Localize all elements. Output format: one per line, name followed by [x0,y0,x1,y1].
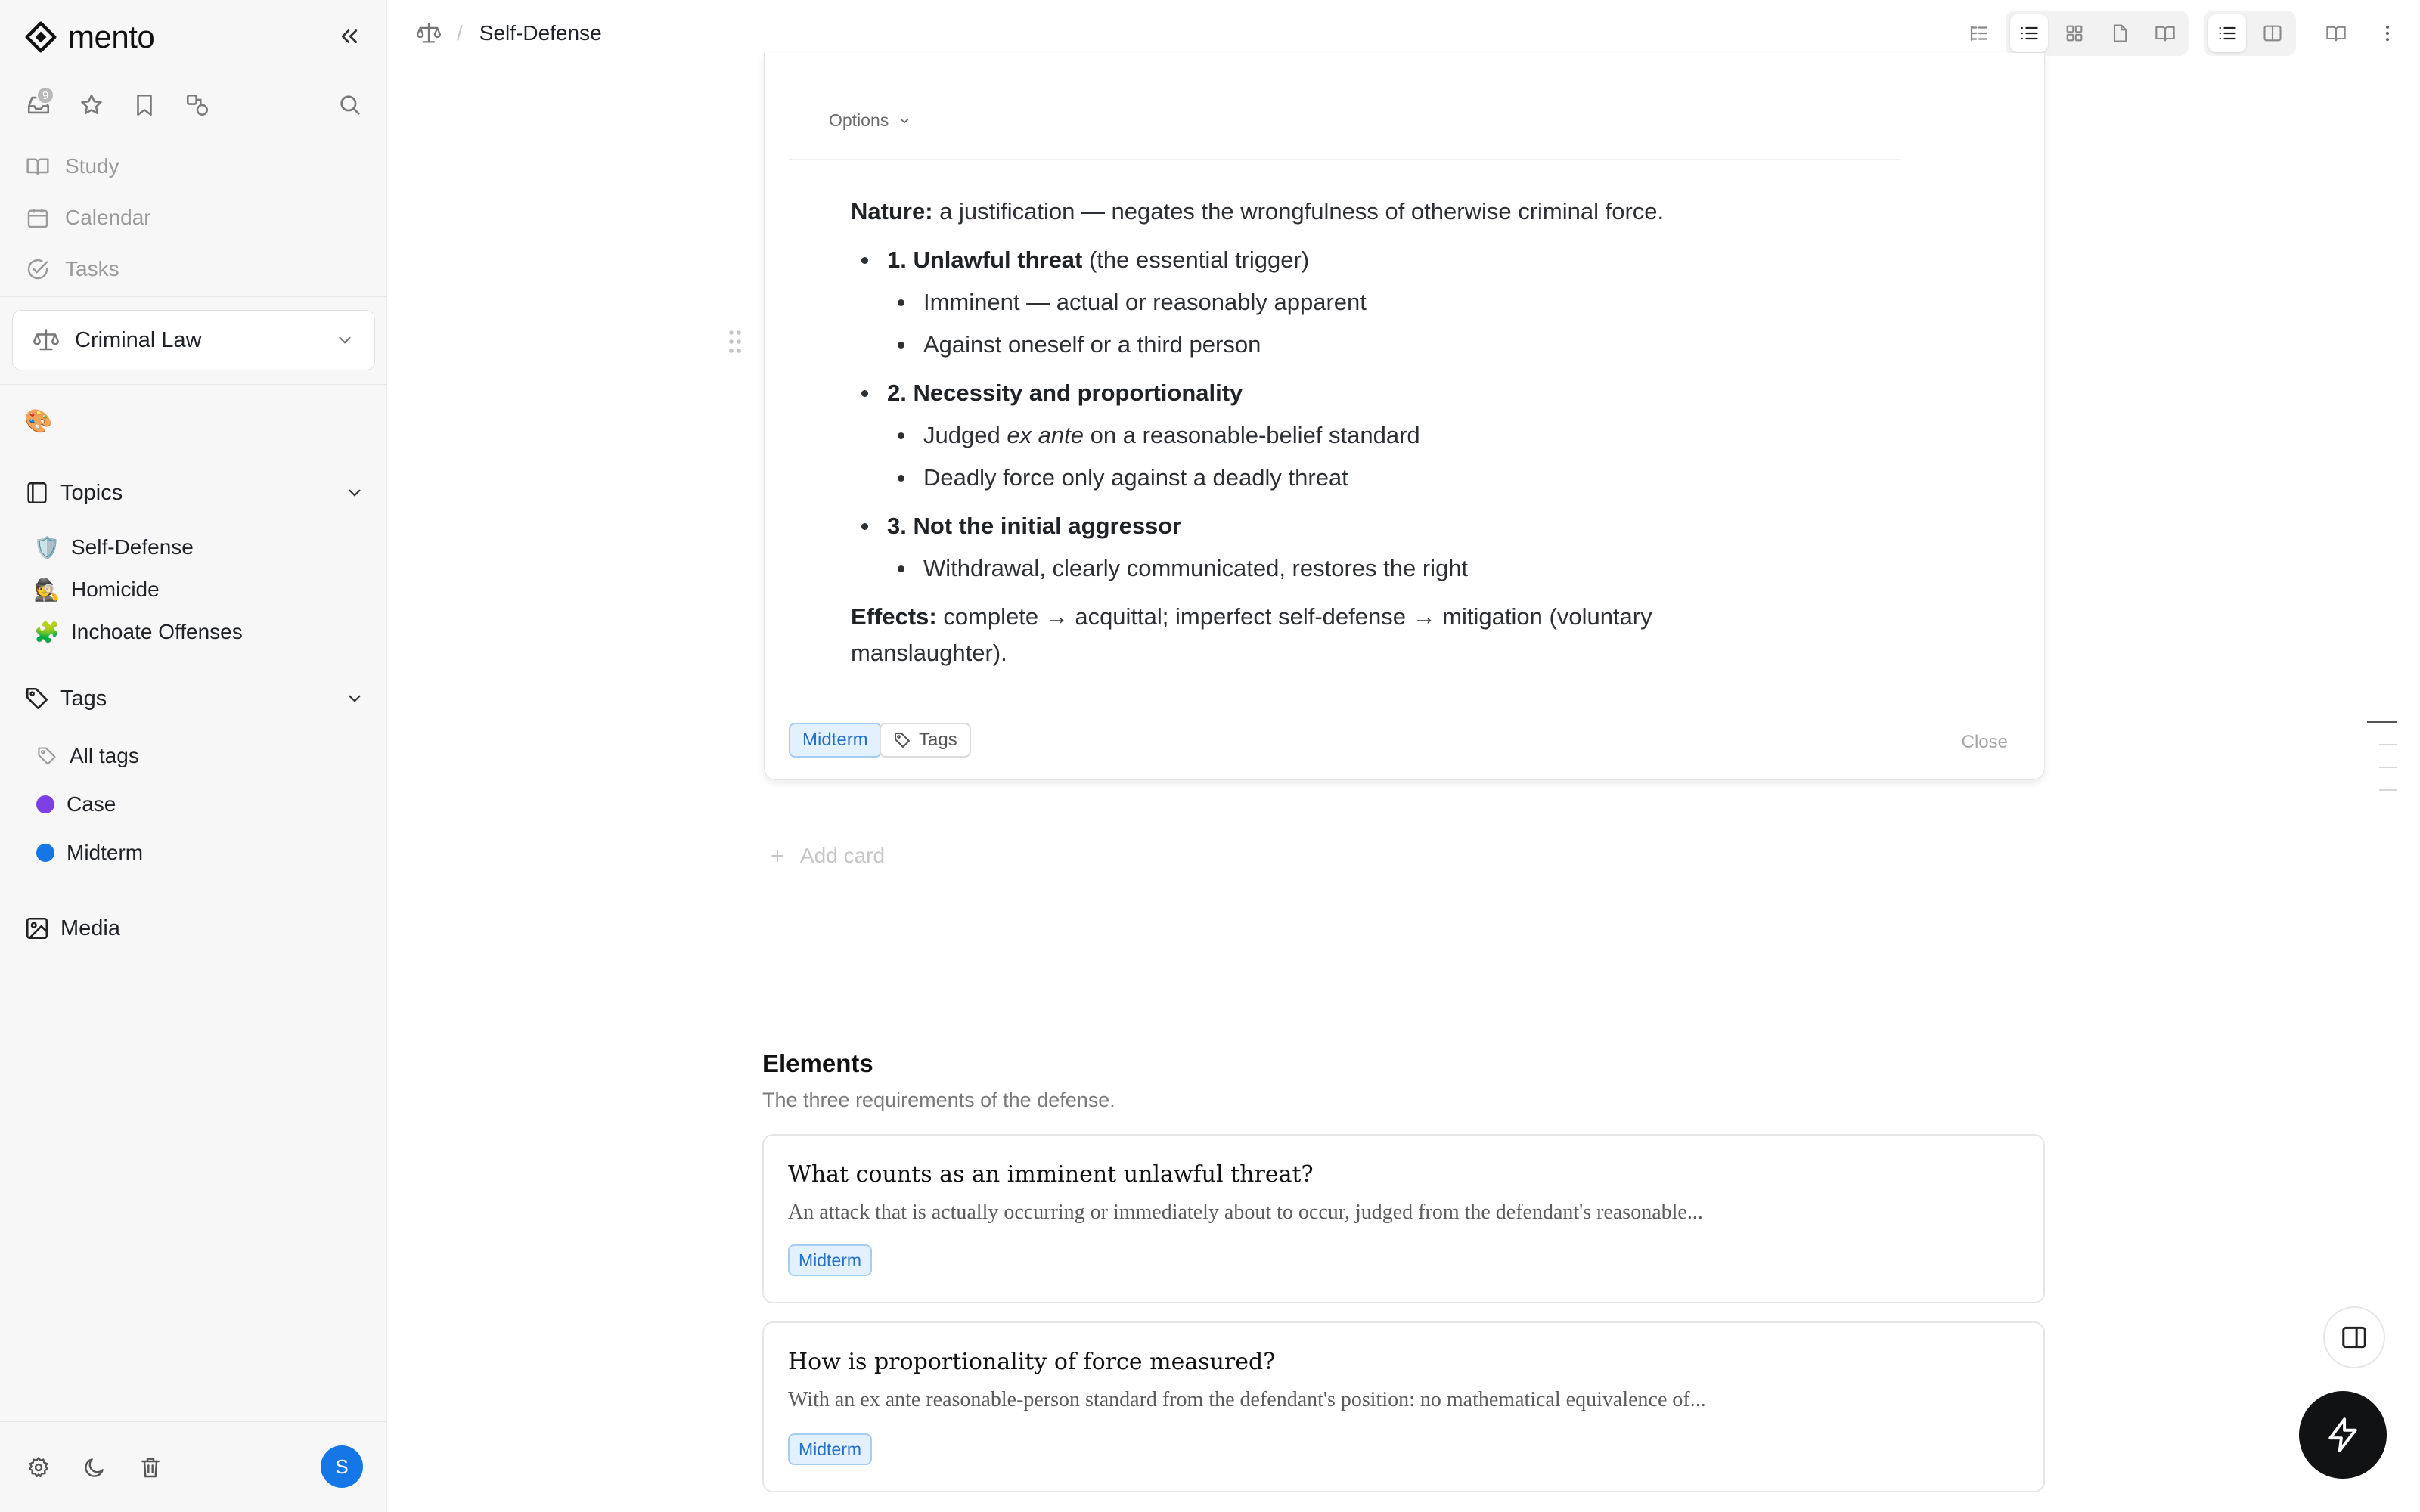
tag-color-dot [36,844,54,862]
sidebar-divider [0,296,387,297]
palette-emoji[interactable]: 🎨 [24,409,53,434]
options-dropdown[interactable] [829,110,911,131]
list-icon [2217,23,2238,44]
trash-icon [138,1455,163,1479]
search-button[interactable] [333,88,368,122]
trash-button[interactable] [133,1450,168,1485]
plus-icon [768,847,786,865]
nav-item-tasks[interactable] [24,243,372,295]
flashcard[interactable] [762,1134,2045,1303]
tag-item-midterm[interactable] [36,835,143,871]
sidebar-footer [21,1450,168,1485]
effects-text: complete → acquittal; imperfect self-defense → mitigation (voluntary manslaughter). [851,603,1652,666]
tags-header[interactable] [24,680,365,717]
calendar-icon [24,204,51,231]
effects-line [851,599,1758,671]
tag-item-case[interactable] [36,786,116,823]
quick-actions [21,88,215,122]
media-link[interactable] [24,910,365,947]
topic-item-homicide[interactable] [33,572,160,608]
chevron-down-icon [345,483,365,503]
sidebar [0,0,387,1512]
tag-color-dot [36,795,54,813]
tag-label: Case [67,792,116,816]
list-item [851,375,1758,411]
options-label: Options [829,110,889,130]
bookmarks-button[interactable] [127,88,162,122]
file-icon [2109,23,2130,44]
topic-label: Homicide [71,578,160,601]
section-title: Elements [762,1049,873,1077]
expanded-card [764,53,2045,780]
app-name: mento [68,19,155,54]
tags-title: Tags [60,686,107,711]
point-title: 2. Necessity and proportionality [887,380,1243,406]
nav-item-label: Calendar [65,206,151,229]
list-item [851,242,1758,278]
dark-mode-toggle[interactable] [77,1450,112,1485]
breadcrumb [416,17,602,50]
card-answer-content[interactable] [851,194,1758,671]
list-item: Deadly force only against a deadly threat [851,460,1758,496]
card-answer-preview: An attack that is actually occurring or immediately about to occur, judged from the defendant's reasonable... [788,1201,1703,1224]
card-answer-preview: With an ex ante reasonable-person standard from the defendant's position: no mathematical equivalence of... [788,1388,1706,1411]
nav-item-label: Tasks [65,257,119,280]
scales-icon[interactable] [416,20,442,46]
notebook-icon [24,480,50,506]
flashcard[interactable] [762,1321,2045,1492]
columns-icon [2262,23,2283,44]
outline-icon [1968,22,1990,45]
nav-item-label: Study [65,154,119,178]
list-item: Against oneself or a third person [851,327,1758,363]
more-vertical-icon [2377,23,2398,44]
toc-line [2379,744,2397,745]
topics-title: Topics [60,480,123,505]
bookmark-icon [132,92,157,118]
list-item [851,417,1758,454]
workspace-name: Criminal Law [75,327,202,352]
gear-icon [26,1455,51,1479]
tag-icon [893,731,911,749]
tags-button-label: Tags [919,730,957,750]
text-run-italic: ex ante [1007,422,1084,448]
breadcrumb-separator: / [457,21,463,45]
scales-icon [33,327,60,354]
nature-text: a justification — negates the wrongfulness of otherwise criminal force. [932,198,1665,225]
tag-item-all[interactable] [36,738,139,774]
workspace-selector[interactable] [12,310,375,370]
chevron-down-icon [345,689,365,708]
nature-label: Nature: [851,198,933,225]
list-icon [2018,23,2040,44]
sidebar-divider [0,1421,387,1422]
media-label: Media [60,916,120,940]
mento-logo-icon [24,20,57,54]
topics-header[interactable] [24,475,365,511]
page-title: Self-Defense [479,21,602,45]
tag-outline-icon [36,745,57,767]
topic-label: Self-Defense [71,535,194,559]
add-card-label: Add card [800,844,886,867]
list-view-button[interactable] [2010,14,2048,52]
add-card-button[interactable] [768,844,885,868]
text-run: on a reasonable-belief standard [1084,422,1420,448]
list-item: Imminent — actual or reasonably apparent [851,284,1758,321]
favorites-button[interactable] [74,88,109,122]
grid-view-button[interactable] [2055,14,2093,52]
shield-emoji-icon: 🛡️ [33,535,60,559]
toc-line [2379,789,2397,791]
toc-line [2367,721,2397,723]
lightning-icon [2324,1416,2362,1454]
search-icon [337,92,363,118]
text-run: Judged [923,422,1007,448]
inbox-badge: 9 [36,86,54,104]
book-open-icon [2325,23,2347,44]
list-item: Withdrawal, clearly communicated, restores the right [851,550,1758,587]
star-icon [79,92,104,118]
nav-item-calendar[interactable] [24,192,372,243]
sidebar-panel-icon [2340,1323,2369,1352]
effects-label: Effects: [851,603,937,630]
book-view-button[interactable] [2146,14,2184,52]
tag-label: All tags [70,744,139,767]
more-options-button[interactable] [2369,14,2406,52]
tag-chip-midterm[interactable]: Midterm [788,1244,872,1276]
puzzle-emoji-icon: 🧩 [33,620,60,644]
nav-item-study[interactable] [24,141,372,192]
card-divider [789,159,1900,160]
tag-icon [24,686,50,711]
table-of-contents-minimap[interactable] [2367,721,2397,812]
list-layout-button[interactable] [2208,14,2246,52]
chevron-down-icon [898,114,911,128]
shapes-button[interactable] [180,88,215,122]
add-tags-button[interactable] [880,723,971,758]
brand[interactable] [24,18,154,56]
shapes-icon [185,92,210,118]
image-icon [24,916,50,941]
tag-label: Midterm [67,841,144,864]
point-title: 1. Unlawful threat [887,246,1083,273]
drag-handle-icon[interactable] [728,330,743,354]
split-layout-button[interactable] [2254,14,2291,52]
quick-action-fab[interactable] [2299,1391,2387,1479]
check-circle-icon [24,256,51,283]
tag-chip-midterm[interactable]: Midterm [789,723,882,758]
topic-item-inchoate-offenses[interactable] [33,614,243,650]
point-suffix: (the essential trigger) [1082,246,1310,273]
topic-label: Inchoate Offenses [71,620,243,643]
book-open-icon [2155,23,2176,44]
tag-chip-midterm[interactable]: Midterm [788,1433,872,1465]
inbox-button[interactable] [21,88,56,122]
book-open-icon [24,153,51,180]
collapse-sidebar-button[interactable] [333,20,366,53]
side-panel-toggle-button[interactable] [2323,1306,2385,1368]
toc-line [2379,767,2397,768]
section-subtitle: The three requirements of the defense. [762,1089,1115,1111]
card-question: What counts as an imminent unlawful threat? [788,1161,1314,1188]
point-title: 3. Not the initial aggressor [887,513,1182,539]
grid-icon [2064,23,2085,44]
outline-toggle-button[interactable] [1960,14,1998,52]
reader-mode-button[interactable] [2317,14,2355,52]
main-nav [24,141,372,295]
topic-item-self-defense[interactable] [33,529,194,565]
chevrons-left-icon [338,25,361,48]
moon-icon [82,1455,107,1479]
close-card-button[interactable]: Close [1961,732,2008,752]
user-avatar[interactable]: S [321,1445,363,1488]
settings-button[interactable] [21,1450,56,1485]
list-item [851,508,1758,544]
chevron-down-icon [335,330,355,350]
nature-line [851,194,1758,230]
view-mode-group [2006,11,2189,56]
requirements-list [851,242,1758,587]
page-view-button[interactable] [2101,14,2139,52]
card-question: How is proportionality of force measured? [788,1349,1276,1375]
layout-mode-group [2204,11,2296,56]
sidebar-divider [0,384,387,385]
detective-emoji-icon: 🕵️ [33,578,60,602]
